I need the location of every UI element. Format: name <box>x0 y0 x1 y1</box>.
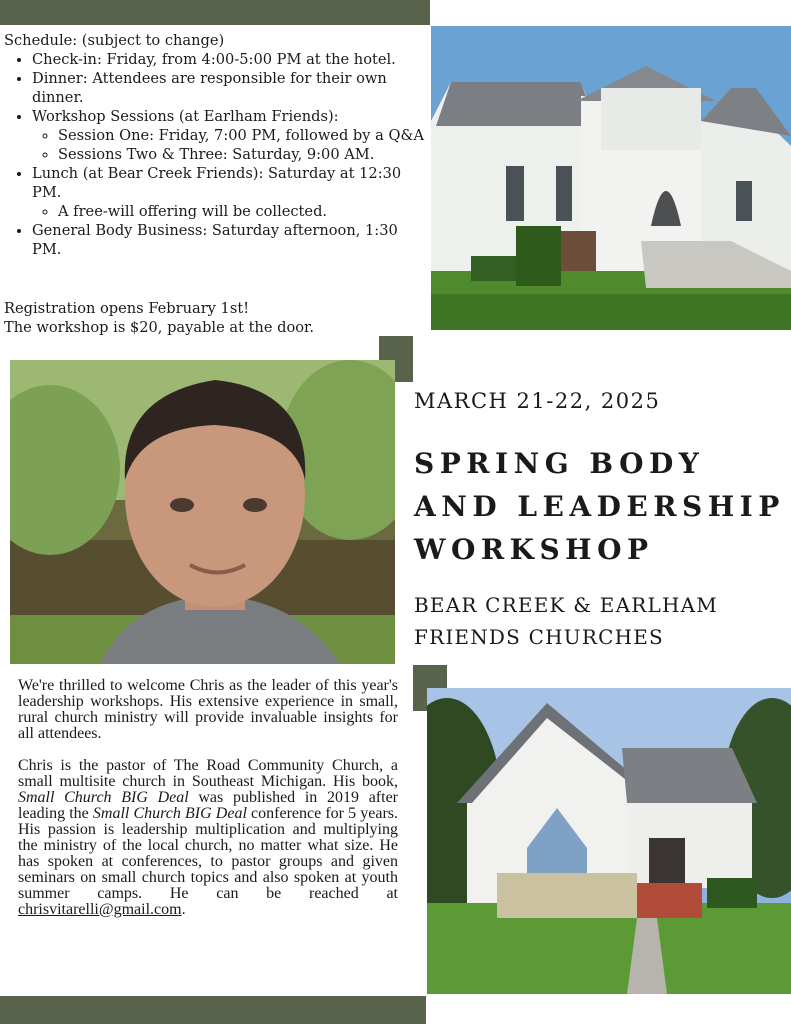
list-item-text: Workshop Sessions (at Earlham Friends): <box>32 108 339 125</box>
list-item-text: Lunch (at Bear Creek Friends): Saturday at 12:30 PM. <box>32 165 402 201</box>
registration-opens: Registration opens February 1st! <box>4 300 250 317</box>
bear-creek-church-photo <box>427 688 791 994</box>
list-item <box>32 164 424 221</box>
event-date: MARCH 21-22, 2025 <box>414 389 661 413</box>
title-line: WORKSHOP <box>414 533 654 566</box>
list-item <box>32 107 424 164</box>
speaker-portrait-photo <box>10 360 395 664</box>
title-line: SPRING BODY <box>414 447 705 480</box>
list-item: • Dinner: Attendees are responsible for their own dinner. <box>32 69 424 107</box>
event-venue <box>414 589 790 653</box>
venue-line: FRIENDS CHURCHES <box>414 625 664 649</box>
registration-price: The workshop is $20, payable at the door. <box>4 319 315 336</box>
bio-paragraph: We're thrilled to welcome Chris as the leader of this year's leadership workshops. His extensive experience in small, rural church ministry will provide invaluable insights for all attendees. <box>18 677 398 742</box>
bottom-accent-bar <box>0 996 426 1024</box>
email-link[interactable]: chrisvitarelli@gmail.com <box>18 901 182 918</box>
book-title: Small Church BIG Deal <box>18 789 189 806</box>
schedule-heading: Schedule: (subject to change) <box>4 32 225 49</box>
schedule-section <box>4 31 424 259</box>
list-item: ◦ A free-will offering will be collected. <box>58 202 424 221</box>
schedule-list <box>4 50 424 259</box>
speaker-bio <box>18 678 398 934</box>
list-item: ◦ Session One: Friday, 7:00 PM, followed by a Q&A <box>58 126 424 145</box>
event-title <box>414 442 790 571</box>
top-accent-bar <box>0 0 430 25</box>
list-item: ◦ Sessions Two & Three: Saturday, 9:00 AM. <box>58 145 424 164</box>
title-line: AND LEADERSHIP <box>414 490 785 523</box>
list-item: • Check-in: Friday, from 4:00-5:00 PM at the hotel. <box>32 50 424 69</box>
registration-info <box>4 299 404 337</box>
bio-paragraph: Chris is the pastor of The Road Community Church, a small multisite church in Southeast Michigan. His book, Small Church BIG Deal was published in 2019 after leading the Small Church BIG Deal conference for 5 years. His passion is leadership multiplication and multiplying the ministry of the local church, no matter what size. He has spoken at conferences, to pastor groups and given seminars on small church topics and also spoken at youth summer camps. He can be reached at chrisvitarelli@gmail.com. <box>18 757 399 918</box>
list-item: • General Body Business: Saturday afternoon, 1:30 PM. <box>32 221 424 259</box>
venue-line: BEAR CREEK & EARLHAM <box>414 593 718 617</box>
conference-name: Small Church BIG Deal <box>92 805 247 822</box>
earlham-church-photo <box>431 26 791 330</box>
